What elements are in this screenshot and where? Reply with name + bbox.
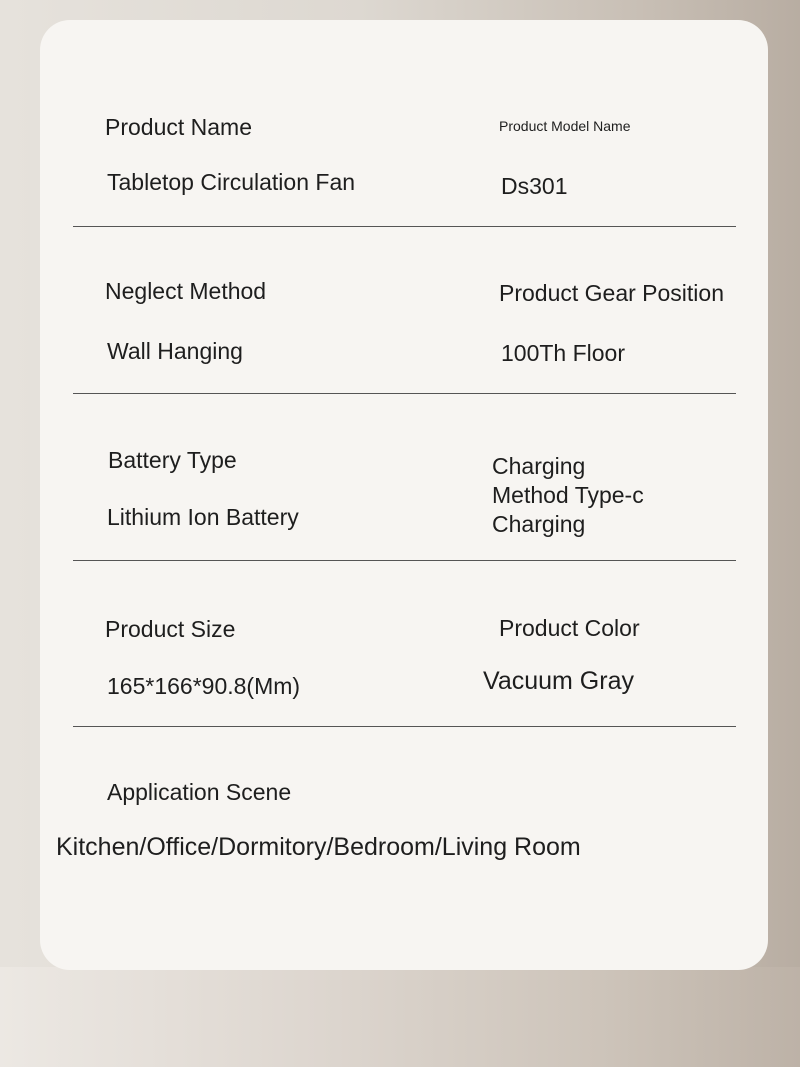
product-size-value: 165*166*90.8(Mm) <box>107 673 301 699</box>
product-gear-position-value: 100Th Floor <box>501 340 626 366</box>
product-name-value: Tabletop Circulation Fan <box>107 169 356 195</box>
battery-type-value: Lithium Ion Battery <box>107 504 299 530</box>
application-scene-label: Application Scene <box>107 779 292 805</box>
charging-method-text <box>492 452 644 539</box>
product-color-value: Vacuum Gray <box>483 667 634 695</box>
charging-method-line: Charging <box>492 453 586 479</box>
neglect-method-label: Neglect Method <box>105 278 267 304</box>
application-scene-value: Kitchen/Office/Dormitory/Bedroom/Living Room <box>56 833 581 861</box>
divider <box>73 560 736 561</box>
product-size-label: Product Size <box>105 616 236 642</box>
product-model-name-value: Ds301 <box>501 173 568 199</box>
divider <box>73 726 736 727</box>
product-name-label: Product Name <box>105 114 253 140</box>
battery-type-label: Battery Type <box>108 447 237 473</box>
neglect-method-value: Wall Hanging <box>107 338 243 364</box>
spec-card <box>40 20 768 970</box>
charging-method-line: Method Type-c <box>492 482 644 508</box>
product-gear-position-label: Product Gear Position <box>499 280 725 306</box>
divider <box>73 226 736 227</box>
product-color-label: Product Color <box>499 615 640 641</box>
background-shade <box>0 967 800 1067</box>
divider <box>73 393 736 394</box>
charging-method-line: Charging <box>492 511 586 537</box>
product-model-name-label: Product Model Name <box>499 118 631 134</box>
